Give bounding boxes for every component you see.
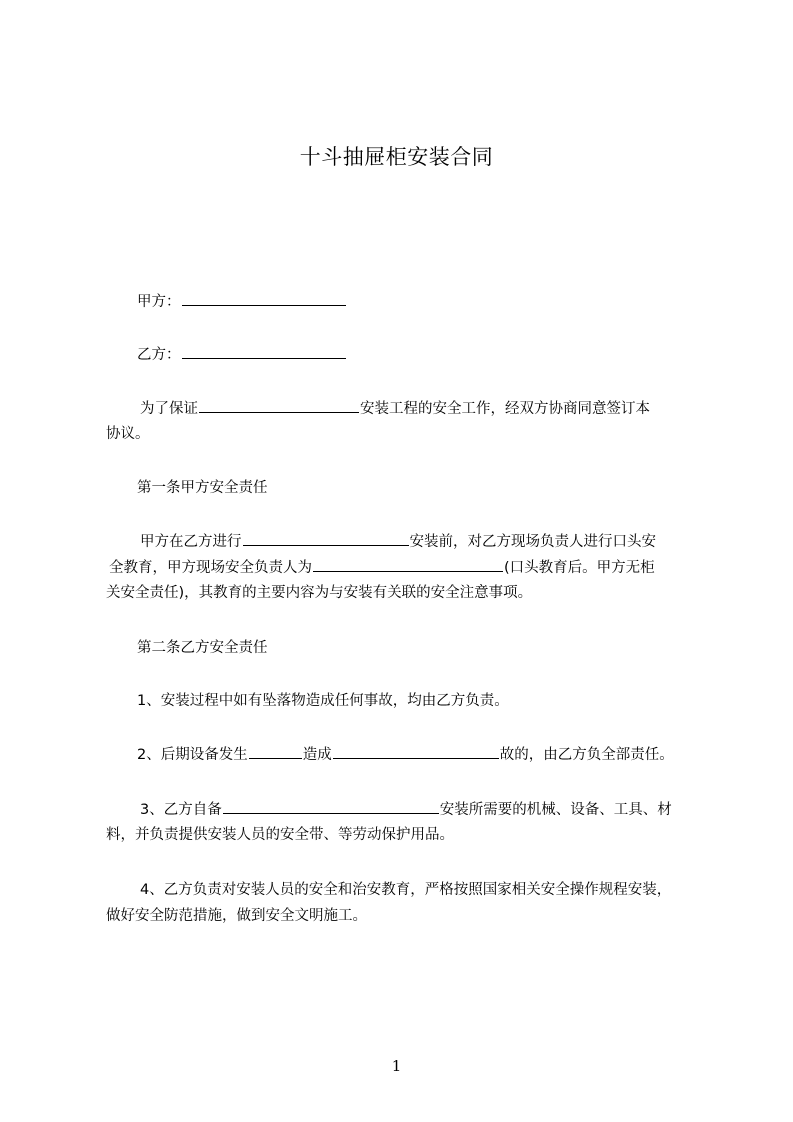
article1-blank-1 — [243, 531, 409, 546]
intro-text-1: 为了保证 — [140, 401, 198, 417]
item4-text-1: 4、乙方负责对安装人员的安全和治安教育，严格按照国家相关安全操作规程安装， — [140, 882, 672, 898]
intro-text-3: 协议。 — [106, 426, 150, 442]
party-a-line — [137, 291, 347, 312]
article1-text-2: 安装前，对乙方现场负责人进行口头安 — [409, 534, 656, 550]
item2-text-1: 2、后期设备发生 — [137, 747, 248, 763]
article1-heading: 第一条甲方安全责任 — [137, 480, 268, 496]
article1-text-1: 甲方在乙方进行 — [140, 534, 242, 550]
item2-text-2: 造成 — [302, 747, 332, 763]
item3-text-3: 料，并负责提供安装人员的安全带、等劳动保护用品。 — [106, 827, 454, 843]
article2-heading: 第二条乙方安全责任 — [137, 640, 268, 656]
party-a-blank — [182, 291, 346, 306]
item2-text-3: 故的，由乙方负全部责任。 — [499, 747, 674, 763]
item4-text-2: 做好安全防范措施，做到安全文明施工。 — [106, 908, 367, 924]
item2-blank-2 — [333, 744, 499, 759]
article2-item-3-line-1 — [140, 799, 672, 820]
item3-text-2: 安装所需要的机械、设备、工具、材 — [439, 802, 672, 818]
article2-item-4-line-1 — [140, 880, 671, 900]
article1-text-4: (口头教育后。甲方无柜 — [504, 560, 655, 576]
article2-item-3-line-2 — [106, 825, 454, 845]
document-title: 十斗抽屉柜安装合同 — [299, 145, 494, 169]
item3-blank — [223, 799, 439, 814]
party-b-line — [137, 344, 347, 365]
article1-line-3 — [106, 583, 532, 603]
article1-blank-2 — [313, 557, 503, 572]
intro-blank — [199, 398, 359, 413]
party-b-blank — [182, 344, 346, 359]
article1-text-5: 关安全责任)，其教育的主要内容为与安装有关联的安全注意事项。 — [106, 585, 533, 601]
item2-blank-1 — [249, 744, 302, 759]
article2-item-4-line-2 — [106, 906, 367, 926]
page-number: 1 — [391, 1057, 402, 1075]
intro-line-1 — [140, 398, 650, 419]
party-b-label: 乙方： — [137, 347, 181, 363]
article1-text-3: 全教育，甲方现场安全负责人为 — [109, 560, 312, 576]
article1-line-1 — [140, 531, 656, 552]
party-a-label: 甲方： — [137, 294, 181, 310]
intro-text-2: 安装工程的安全工作，经双方协商同意签订本 — [360, 401, 650, 417]
article2-item-1: 1、安装过程中如有坠落物造成任何事故，均由乙方负责。 — [137, 693, 509, 709]
article1-line-2 — [109, 557, 655, 578]
item3-text-1: 3、乙方自备 — [140, 802, 222, 818]
article2-item-2 — [137, 744, 674, 765]
intro-line-2 — [106, 424, 150, 444]
